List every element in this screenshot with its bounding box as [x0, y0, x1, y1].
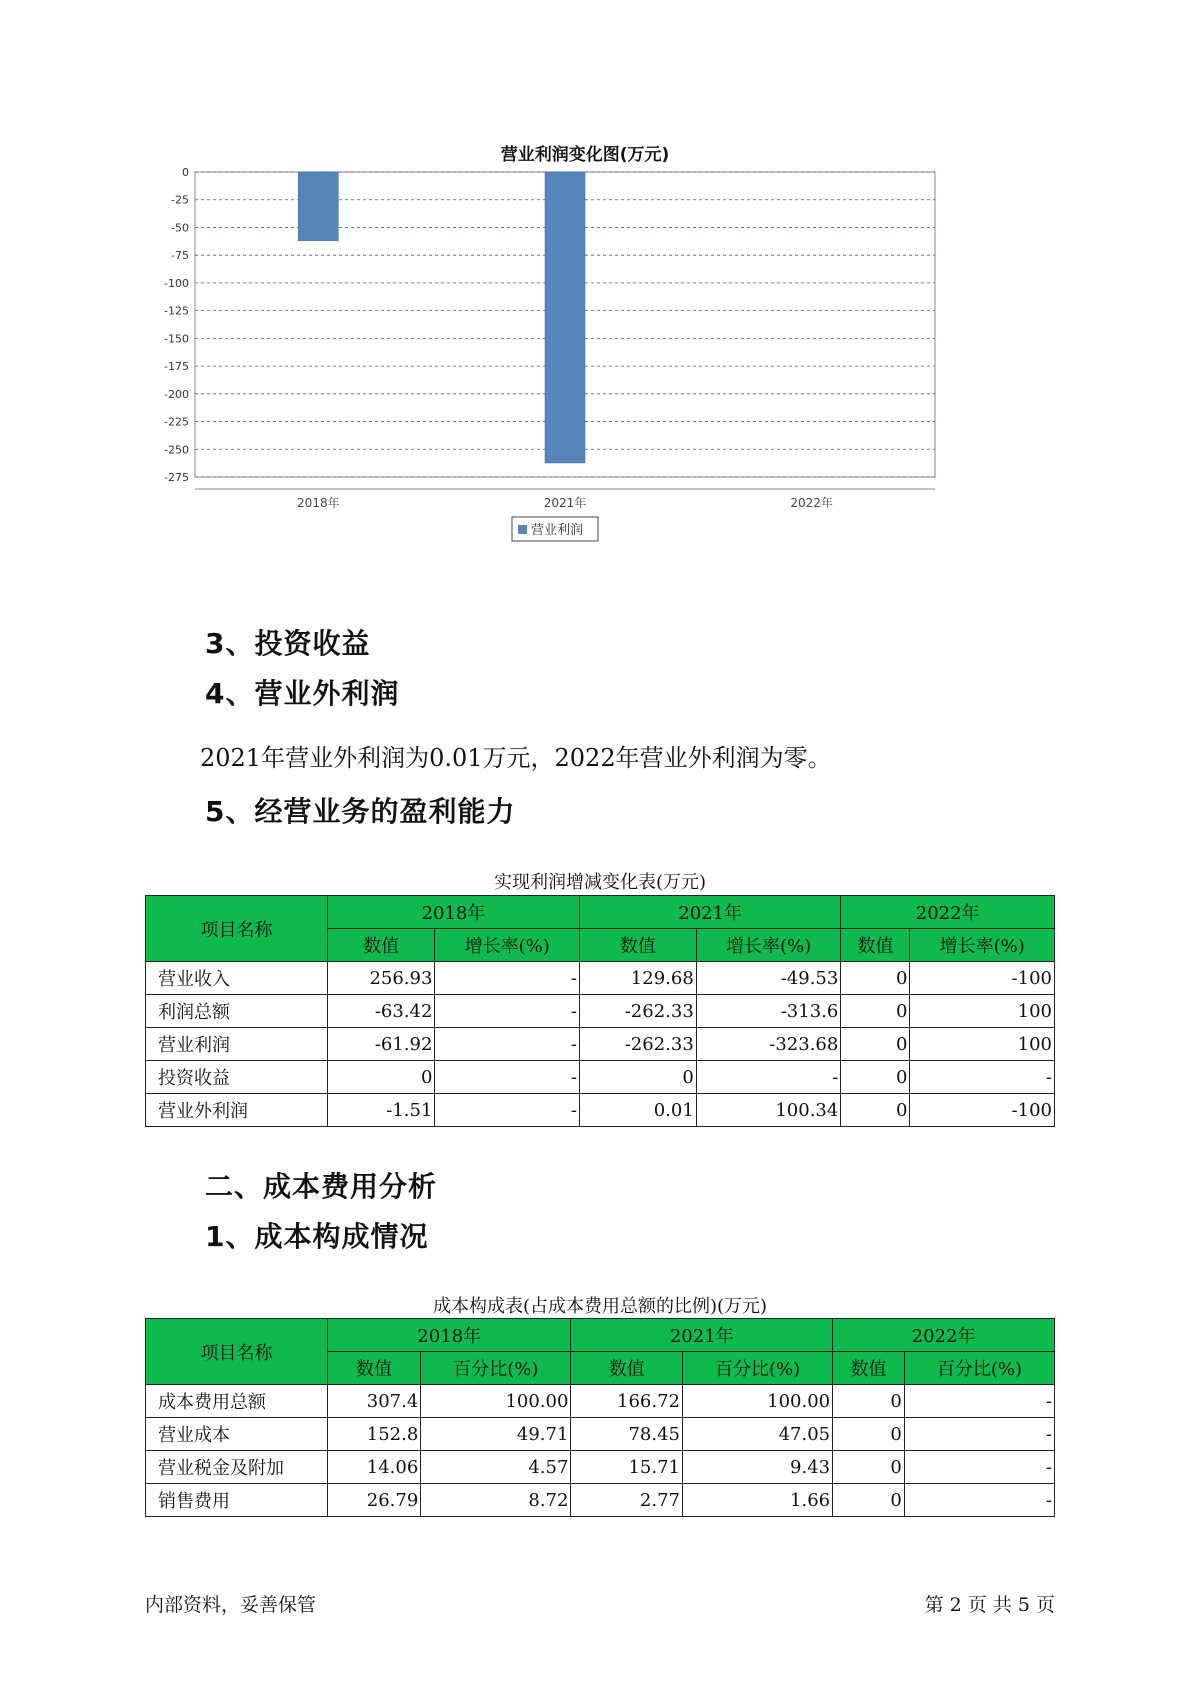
table2-sub-header: 百分比(%)	[683, 1352, 833, 1385]
y-tick-label: -25	[171, 193, 189, 207]
footer-confidential-note: 内部资料，妥善保管	[145, 1594, 317, 1616]
table-cell: 0	[833, 1451, 905, 1484]
table1-sub-header: 增长率(%)	[435, 929, 580, 962]
table2-year-header: 2021年	[571, 1319, 833, 1352]
y-tick-label: -50	[171, 221, 189, 235]
table-cell: 100.00	[683, 1385, 833, 1418]
table-row	[146, 962, 1055, 995]
table-cell: -	[904, 1484, 1054, 1517]
table-cell: 129.68	[579, 962, 696, 995]
table-cell: -1.51	[328, 1094, 435, 1127]
table-cell: -323.68	[696, 1028, 841, 1061]
table-cell: -	[904, 1385, 1054, 1418]
row-label: 利润总额	[146, 995, 328, 1028]
table-cell: 0	[841, 1061, 910, 1094]
profit-change-table	[145, 895, 1055, 1127]
table-cell: 47.05	[683, 1418, 833, 1451]
y-tick-label: -200	[164, 387, 189, 401]
table-cell: 152.8	[328, 1418, 421, 1451]
table-cell: -	[435, 1028, 580, 1061]
table1-name-header: 项目名称	[146, 896, 328, 962]
x-tick-label: 2018年	[297, 496, 340, 510]
table-cell: -	[910, 1061, 1055, 1094]
table-row	[146, 1028, 1055, 1061]
row-label: 投资收益	[146, 1061, 328, 1094]
y-tick-label: -100	[164, 276, 189, 290]
table2-year-header: 2018年	[328, 1319, 571, 1352]
footer-page-number: 第 2 页 共 5 页	[924, 1594, 1055, 1616]
y-tick-label: -175	[164, 360, 189, 374]
table2-sub-header: 数值	[328, 1352, 421, 1385]
table-row	[146, 1061, 1055, 1094]
row-label: 营业成本	[146, 1418, 328, 1451]
table-cell: 256.93	[328, 962, 435, 995]
chart-title: 营业利润变化图(万元)	[500, 145, 670, 165]
y-tick-label: -125	[164, 304, 189, 318]
table-cell: -	[904, 1451, 1054, 1484]
table-cell: 0	[841, 995, 910, 1028]
table-row	[146, 995, 1055, 1028]
table-cell: -63.42	[328, 995, 435, 1028]
table-cell: 0	[833, 1385, 905, 1418]
table-row	[146, 1451, 1055, 1484]
table2-name-header: 项目名称	[146, 1319, 328, 1385]
table-cell: 15.71	[571, 1451, 683, 1484]
table-cell: 100	[910, 995, 1055, 1028]
table-cell: -	[696, 1061, 841, 1094]
table2-year-header: 2022年	[833, 1319, 1055, 1352]
y-tick-label: -250	[164, 443, 189, 457]
table2-sub-header: 数值	[571, 1352, 683, 1385]
legend-swatch	[518, 525, 527, 534]
x-tick-label: 2021年	[543, 496, 587, 510]
y-tick-label: -275	[164, 471, 189, 484]
operating-profit-chart	[150, 140, 1020, 590]
table1-sub-header: 数值	[579, 929, 696, 962]
table-cell: 14.06	[328, 1451, 421, 1484]
table-cell: -	[435, 1061, 580, 1094]
table-cell: 0	[841, 962, 910, 995]
heading-investment-income: 3、投资收益	[205, 627, 371, 660]
chart-canvas	[150, 140, 1020, 590]
heading-cost-composition: 1、成本构成情况	[205, 1220, 429, 1253]
row-label: 营业外利润	[146, 1094, 328, 1127]
row-label: 销售费用	[146, 1484, 328, 1517]
table-cell: -262.33	[579, 1028, 696, 1061]
table-cell: 8.72	[421, 1484, 571, 1517]
table-cell: 0	[841, 1094, 910, 1127]
table-cell: 26.79	[328, 1484, 421, 1517]
table-cell: 0	[841, 1028, 910, 1061]
cost-composition-table	[145, 1318, 1055, 1517]
table-cell: 0	[328, 1061, 435, 1094]
bar	[298, 172, 338, 241]
table-row	[146, 1484, 1055, 1517]
non-operating-profit-text: 2021年营业外利润为0.01万元，2022年营业外利润为零。	[200, 744, 832, 772]
row-label: 成本费用总额	[146, 1385, 328, 1418]
table-cell: 1.66	[683, 1484, 833, 1517]
table-cell: 9.43	[683, 1451, 833, 1484]
table1-sub-header: 增长率(%)	[910, 929, 1055, 962]
y-tick-label: -150	[164, 332, 189, 346]
table-cell: 0	[833, 1484, 905, 1517]
legend-label: 营业利润	[531, 523, 584, 538]
row-label: 营业收入	[146, 962, 328, 995]
table-row	[146, 1418, 1055, 1451]
heading-cost-analysis: 二、成本费用分析	[205, 1170, 438, 1203]
table-cell: 0	[579, 1061, 696, 1094]
table-cell: -100	[910, 1094, 1055, 1127]
table1-sub-header: 增长率(%)	[696, 929, 841, 962]
table-cell: 100.34	[696, 1094, 841, 1127]
row-label: 营业税金及附加	[146, 1451, 328, 1484]
table-cell: -	[435, 962, 580, 995]
bar	[545, 172, 585, 463]
table-cell: -61.92	[328, 1028, 435, 1061]
table-cell: -	[435, 995, 580, 1028]
table2-sub-header: 数值	[833, 1352, 905, 1385]
table-cell: -262.33	[579, 995, 696, 1028]
table1-caption: 实现利润增减变化表(万元)	[493, 872, 707, 893]
heading-non-operating-profit: 4、营业外利润	[205, 677, 400, 710]
table-cell: 2.77	[571, 1484, 683, 1517]
y-tick-label: -75	[171, 249, 189, 263]
table1-sub-header: 数值	[328, 929, 435, 962]
y-tick-label: -225	[164, 415, 189, 429]
table-cell: -	[904, 1418, 1054, 1451]
table-row	[146, 1094, 1055, 1127]
table-cell: 78.45	[571, 1418, 683, 1451]
table-cell: -313.6	[696, 995, 841, 1028]
table-cell: 166.72	[571, 1385, 683, 1418]
table-cell: 100.00	[421, 1385, 571, 1418]
table-cell: 0.01	[579, 1094, 696, 1127]
table2-sub-header: 百分比(%)	[421, 1352, 571, 1385]
heading-profitability: 5、经营业务的盈利能力	[205, 795, 516, 828]
table-cell: -100	[910, 962, 1055, 995]
row-label: 营业利润	[146, 1028, 328, 1061]
table1-sub-header: 数值	[841, 929, 910, 962]
table-cell: 100	[910, 1028, 1055, 1061]
table2-caption: 成本构成表(占成本费用总额的比例)(万元)	[432, 1296, 768, 1317]
table-cell: -	[435, 1094, 580, 1127]
table-cell: 4.57	[421, 1451, 571, 1484]
table-cell: -49.53	[696, 962, 841, 995]
table-cell: 0	[833, 1418, 905, 1451]
x-tick-label: 2022年	[790, 496, 833, 510]
table-row	[146, 1385, 1055, 1418]
table1-year-header: 2021年	[579, 896, 840, 929]
table2-sub-header: 百分比(%)	[904, 1352, 1054, 1385]
table1-year-header: 2018年	[328, 896, 580, 929]
table1-year-header: 2022年	[841, 896, 1055, 929]
table-cell: 49.71	[421, 1418, 571, 1451]
table-cell: 307.4	[328, 1385, 421, 1418]
y-tick-label: 0	[182, 166, 189, 179]
